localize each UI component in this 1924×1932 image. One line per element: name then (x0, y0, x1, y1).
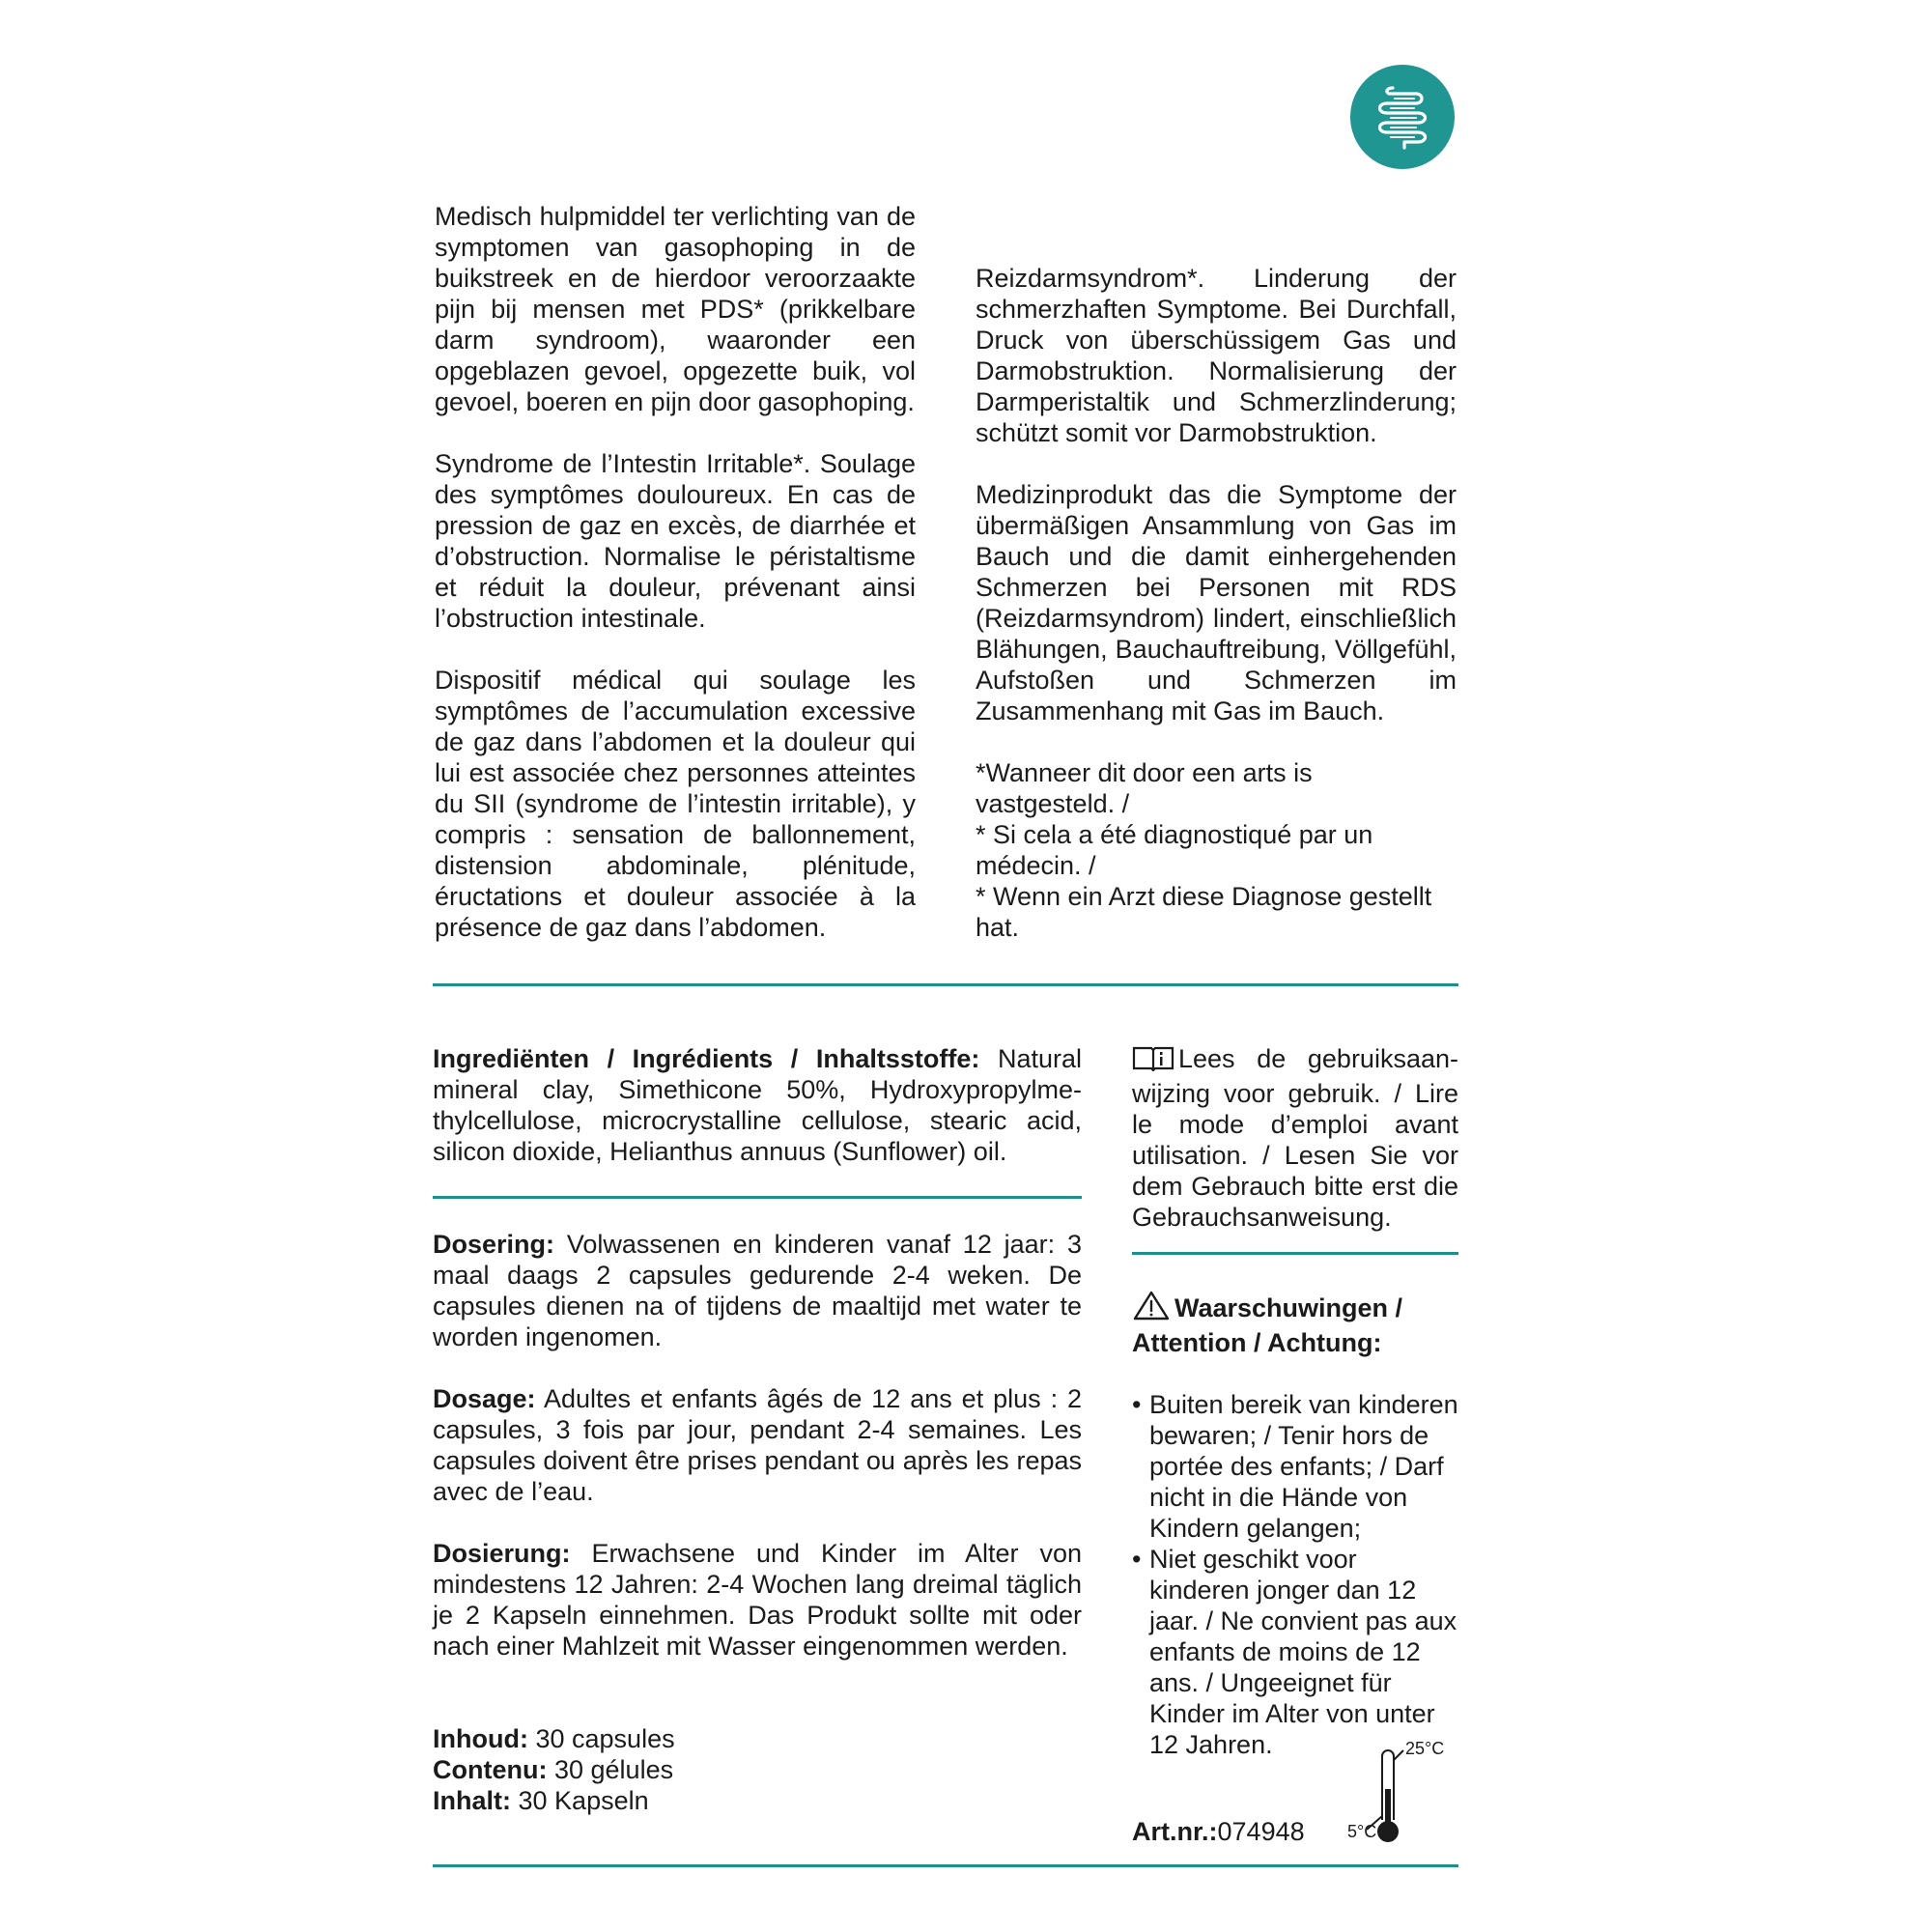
warnings-title-line2: Attention / Achtung: (1132, 1328, 1382, 1357)
storage-max-temp: 25°C (1405, 1739, 1445, 1758)
footnote-fr: * Si cela a été diagnostiqué par un médecin. / (976, 820, 1373, 880)
dosing-nl-text: Volwassenen en kinderen vanaf 12 jaar: 3 maal daags 2 capsules gedurende 2-4 weken. De capsules dienen na of tijdens de maaltijd met water te worden ingenomen. (433, 1230, 1082, 1351)
read-instructions-icon (1132, 1044, 1174, 1078)
dosing-de (433, 1538, 1082, 1662)
contents-fr-label: Contenu: (433, 1755, 548, 1784)
description-left-column (435, 201, 916, 943)
description-fr-ibs: Syndrome de l’Intestin Irritable*. Soulage des symptômes douloureux. En cas de pression de gaz en excès, de diarrhée et d’obstruction. Normalise le péristaltisme et réduit la douleur, prévenant ainsi l’obstruction intestinale. (435, 449, 916, 633)
footnote (976, 757, 1457, 943)
storage-min-temp: 5°C (1347, 1822, 1377, 1841)
contents-section (433, 1723, 675, 1816)
storage-temperature (1347, 1739, 1463, 1845)
description-de: Medizinprodukt das die Symptome der übermäßigen Ansammlung von Gas im Bauch und die damit einhergehenden Schmerzen bei Personen mit RDS (Reizdarmsyndrom) lindert, einschließlich Blähungen, Bauchauftreibung, Völlgefühl, Aufstoßen und Schmerzen im Zusammenhang mit Gas im Bauch. (976, 480, 1457, 725)
contents-fr (433, 1754, 675, 1785)
dosing-section (433, 1229, 1082, 1662)
divider-ingredients (433, 1196, 1082, 1199)
description-nl: Medisch hulpmiddel ter verlichting van de symptomen van gasophoping in de buikstreek en de hierdoor veroorzaakte pijn bij mensen met PDS* (prikkelbare darm syndroom), waaronder een opgeblazen gevoel, opgezette buik, vol gevoel, boeren en pijn door gasophoping. (435, 202, 916, 416)
warnings-title (1132, 1290, 1458, 1358)
contents-nl-label: Inhoud: (433, 1724, 528, 1753)
warning-icon (1132, 1290, 1171, 1327)
intestine-logo-icon (1350, 65, 1455, 169)
description-fr: Dispositif médical qui soulage les symptômes de l’accumulation excessive de gaz dans l’abdomen et la douleur qui lui est associée chez personnes atteintes du SII (syndrome de l’intestin irritable), y compris : sensation de ballonnement, distension abdominale, plénitude, éructations et douleur associée à la présence de gaz dans l’abdomen. (435, 666, 916, 942)
contents-fr-value: 30 gélules (553, 1755, 674, 1784)
dosing-nl-label: Dosering: (433, 1230, 555, 1259)
divider-instructions (1132, 1252, 1458, 1255)
description-de-ibs: Reizdarmsyndrom*. Linderung der schmerzhaften Symptome. Bei Durchfall, Druck von überschüssigem Gas und Darmobstruktion. Normalisierung der Darmperistaltik und Schmerzlinderung; schützt somit vor Darmobstruktion. (976, 264, 1457, 447)
warning-item: • Buiten bereik van kinderen bewaren; / Tenir hors de portée des enfants; / Darf nicht in die Hände von Kindern gelangen; (1132, 1389, 1458, 1544)
ingredients-text: Natural mineral clay, Simethicone 50%, Hydroxypropylmethylcellulose, microcrystalline cellulose, stearic acid, silicon dioxide, Helianthus annuus (Sunflower) oil. (433, 1044, 1082, 1166)
contents-de-value: 30 Kapseln (518, 1786, 649, 1815)
footnote-de: * Wenn ein Arzt diese Diagnose gestellt hat. (976, 882, 1432, 942)
divider-bottom (433, 1864, 1458, 1867)
warning-item: • Niet geschikt voor kinderen jonger dan 12 jaar. / Ne convient pas aux enfants de moins de 12 ans. / Ungeeignet für Kinder im Alter von unter 12 Jahren. (1132, 1544, 1458, 1760)
contents-nl-value: 30 capsules (535, 1724, 675, 1753)
contents-de (433, 1785, 675, 1816)
footnote-nl: *Wanneer dit door een arts is vastgesteld. / (976, 758, 1313, 818)
instructions-text: Lees de gebruiksaanwijzing voor gebruik. / Lire le mode d’emploi avant utilisation. / Lesen Sie vor dem Gebrauch bitte erst die Gebrauchsanweisung. (1132, 1044, 1458, 1232)
dosing-de-label: Dosierung: (433, 1539, 571, 1568)
ingredients-label: Ingrediënten / Ingrédients / Inhaltsstoffe: (433, 1044, 980, 1073)
article-number (1132, 1816, 1305, 1847)
warnings-section (1132, 1290, 1458, 1760)
dosing-nl (433, 1229, 1082, 1352)
dosing-fr (433, 1383, 1082, 1507)
article-number-value: 074948 (1217, 1817, 1305, 1846)
contents-nl (433, 1723, 675, 1754)
warnings-title-line1: Waarschuwingen / (1174, 1293, 1403, 1322)
instructions-section (1132, 1043, 1458, 1233)
divider-top (433, 983, 1458, 986)
article-number-label: Art.nr.: (1132, 1817, 1218, 1846)
dosing-de-text: Erwachsene und Kinder im Alter von mindestens 12 Jahren: 2-4 Wochen lang dreimal täglich je 2 Kapseln einnehmen. Das Produkt sollte mit oder nach einer Mahlzeit mit Wasser eingenommen werden. (433, 1539, 1082, 1661)
dosing-fr-text: Adultes et enfants âgés de 12 ans et plus : 2 capsules, 3 fois par jour, pendant 2-4 semaines. Les capsules doivent être prises pendant ou après les repas avec de l’eau. (433, 1384, 1082, 1506)
dosing-fr-label: Dosage: (433, 1384, 536, 1413)
warnings-list (1132, 1389, 1458, 1760)
description-right-column (976, 201, 1457, 943)
contents-de-label: Inhalt: (433, 1786, 511, 1815)
ingredients-section (433, 1043, 1082, 1167)
